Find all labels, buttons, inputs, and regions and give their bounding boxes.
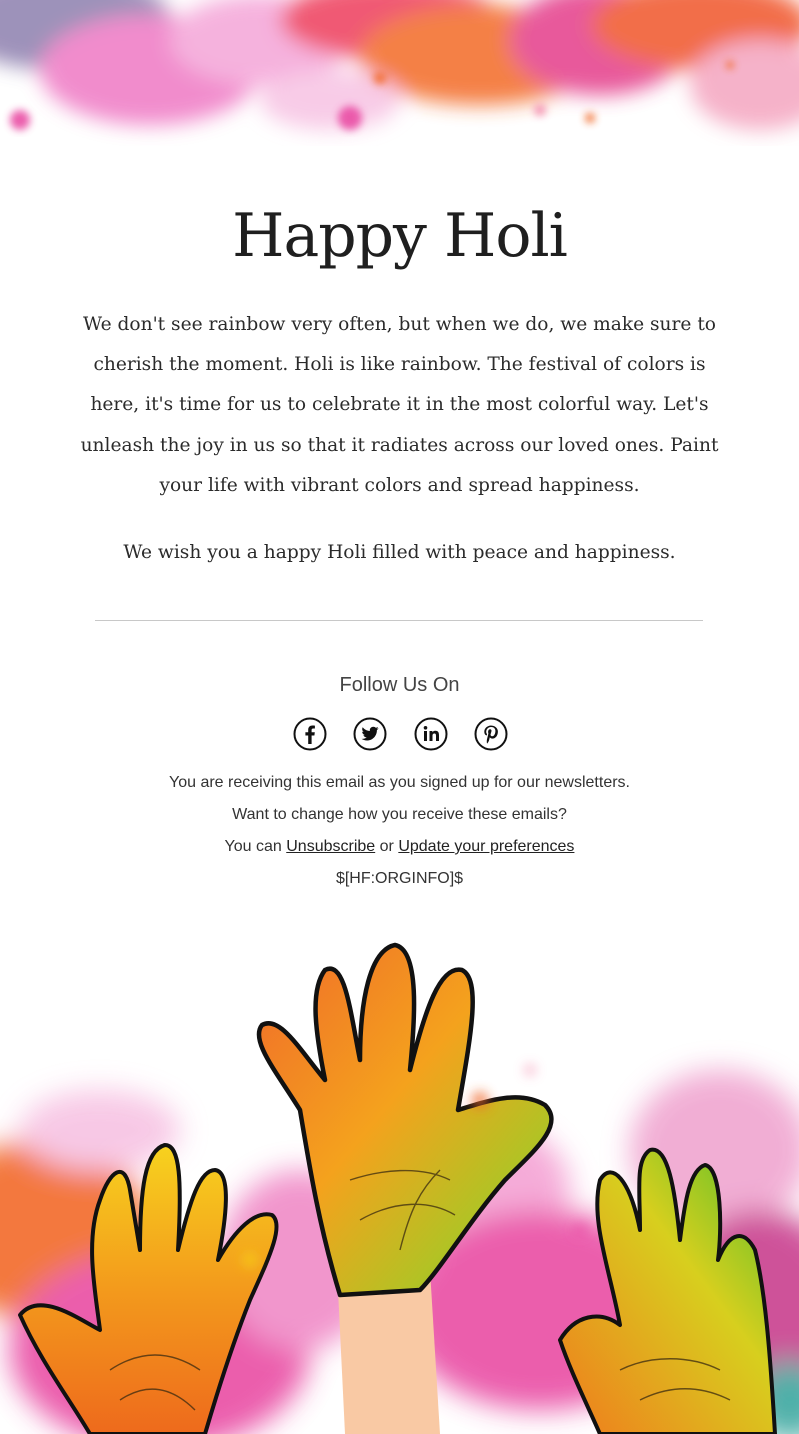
footer-or-text: or xyxy=(379,838,394,855)
footer-preferences-line xyxy=(0,831,799,863)
linkedin-icon[interactable] xyxy=(414,717,448,751)
colorful-hands-illustration xyxy=(0,930,799,1434)
email-wish-text: We wish you a happy Holi filled with peace and happiness. xyxy=(123,542,676,563)
email-title: Happy Holi xyxy=(232,201,567,271)
footer-prefix-text: You can xyxy=(224,838,282,855)
update-preferences-link[interactable]: Update your preferences xyxy=(398,838,575,855)
email-body-text: We don't see rainbow very often, but when we do, we make sure to cherish the moment. Holi is like rainbow. The festival of colors is here, it's time for us to celebrate it in the most colorful way. Let's unleash the joy in us so that it radiates across our loved ones. Paint your life with vibrant colors and spread happiness. xyxy=(80,314,719,496)
twitter-icon[interactable] xyxy=(353,717,387,751)
header-color-splash xyxy=(0,0,799,175)
facebook-icon[interactable] xyxy=(293,717,327,751)
follow-us-heading: Follow Us On xyxy=(339,674,460,696)
social-links xyxy=(293,716,508,752)
unsubscribe-link[interactable]: Unsubscribe xyxy=(286,838,376,855)
email-footer xyxy=(0,767,799,895)
org-info-placeholder: $[HF:ORGINFO]$ xyxy=(335,870,464,887)
pinterest-icon[interactable] xyxy=(474,717,508,751)
footer-change-question: Want to change how you receive these emails? xyxy=(232,806,567,823)
footer-subscription-note: You are receiving this email as you signed up for our newsletters. xyxy=(169,774,630,791)
section-divider xyxy=(95,620,703,621)
